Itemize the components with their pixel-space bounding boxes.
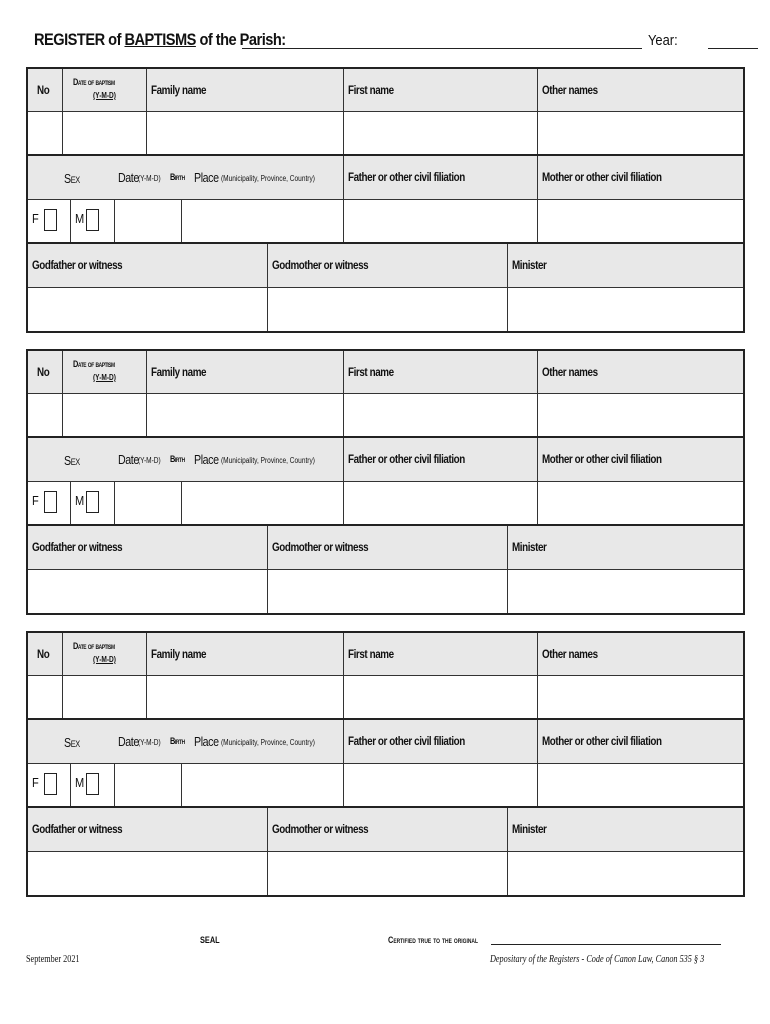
other-names-field[interactable] xyxy=(537,393,747,436)
date-format-label: (Y-M-D) xyxy=(93,655,116,664)
minister-field[interactable] xyxy=(507,287,747,331)
sex-m-cell xyxy=(70,199,114,242)
birth-input-row xyxy=(28,481,743,524)
first-name-label: First name xyxy=(348,83,394,97)
mother-field[interactable] xyxy=(537,481,747,524)
place-label: Place xyxy=(194,734,219,749)
sex-m-checkbox[interactable] xyxy=(86,209,99,231)
minister-label: Minister xyxy=(512,822,547,836)
godfather-label: Godfather or witness xyxy=(32,822,123,836)
birth-header-row xyxy=(28,720,743,763)
mother-field[interactable] xyxy=(537,199,747,242)
sponsors-input-row xyxy=(28,287,743,331)
sex-label: Sex xyxy=(64,171,80,186)
birth-input-row xyxy=(28,199,743,242)
baptism-record xyxy=(26,349,745,615)
sex-f-label: F xyxy=(32,493,39,508)
birth-date-format: (Y-M-D) xyxy=(138,174,161,183)
godfather-field[interactable] xyxy=(28,851,267,895)
sponsors-input-row xyxy=(28,851,743,895)
father-label: Father or other civil filiation xyxy=(348,170,465,184)
minister-label: Minister xyxy=(512,540,547,554)
birth-header-row xyxy=(28,156,743,199)
sex-f-label: F xyxy=(32,211,39,226)
names-input-row xyxy=(28,393,743,436)
no-label: No xyxy=(37,647,50,661)
page-title: REGISTER of BAPTISMS of the Parish: xyxy=(34,30,286,49)
baptism-date-field[interactable] xyxy=(62,393,146,436)
date-of-baptism-label: Date of baptism xyxy=(73,641,115,651)
other-names-field[interactable] xyxy=(537,675,747,718)
year-field[interactable] xyxy=(708,48,758,49)
sex-m-label: M xyxy=(75,493,85,508)
place-label: Place xyxy=(194,452,219,467)
mother-field[interactable] xyxy=(537,763,747,806)
birth-date-field[interactable] xyxy=(114,199,181,242)
sex-label: Sex xyxy=(64,735,80,750)
names-input-row xyxy=(28,675,743,718)
no-field[interactable] xyxy=(28,393,62,436)
baptism-date-field[interactable] xyxy=(62,675,146,718)
baptism-record xyxy=(26,67,745,333)
date-format-label: (Y-M-D) xyxy=(93,373,116,382)
godmother-field[interactable] xyxy=(267,287,507,331)
minister-label: Minister xyxy=(512,258,547,272)
birth-input-row xyxy=(28,763,743,806)
title-row xyxy=(34,28,734,58)
sex-label: Sex xyxy=(64,453,80,468)
first-name-label: First name xyxy=(348,647,394,661)
birth-label: Birth xyxy=(170,172,185,182)
footer-date: September 2021 xyxy=(26,954,80,965)
godmother-label: Godmother or witness xyxy=(272,822,369,836)
first-name-label: First name xyxy=(348,365,394,379)
no-label: No xyxy=(37,365,50,379)
other-names-label: Other names xyxy=(542,365,598,379)
sponsors-header-row xyxy=(28,808,743,851)
birth-header-row xyxy=(28,438,743,481)
sponsors-header-row xyxy=(28,526,743,569)
godfather-field[interactable] xyxy=(28,287,267,331)
other-names-label: Other names xyxy=(542,647,598,661)
family-name-label: Family name xyxy=(151,365,207,379)
sex-m-checkbox[interactable] xyxy=(86,773,99,795)
mother-label: Mother or other civil filiation xyxy=(542,452,662,466)
sex-m-cell xyxy=(70,763,114,806)
godmother-field[interactable] xyxy=(267,569,507,613)
sex-m-label: M xyxy=(75,211,85,226)
place-label: Place xyxy=(194,170,219,185)
sex-f-label: F xyxy=(32,775,39,790)
date-of-baptism-label: Date of baptism xyxy=(73,359,115,369)
birth-date-field[interactable] xyxy=(114,763,181,806)
year-label: Year: xyxy=(648,32,678,49)
family-name-label: Family name xyxy=(151,647,207,661)
family-name-field[interactable] xyxy=(146,111,343,154)
place-detail-label: (Municipality, Province, Country) xyxy=(221,738,315,747)
footer-depositary: Depositary of the Registers - Code of Canon Law, Canon 535 § 3 xyxy=(490,954,705,965)
names-header-row xyxy=(28,351,743,393)
mother-label: Mother or other civil filiation xyxy=(542,734,662,748)
first-name-field[interactable] xyxy=(343,111,537,154)
godfather-label: Godfather or witness xyxy=(32,258,123,272)
other-names-field[interactable] xyxy=(537,111,747,154)
birth-place-field[interactable] xyxy=(181,199,343,242)
parish-name-field[interactable] xyxy=(242,48,642,49)
godfather-field[interactable] xyxy=(28,569,267,613)
birth-place-field[interactable] xyxy=(181,763,343,806)
sex-m-cell xyxy=(70,481,114,524)
baptism-record xyxy=(26,631,745,897)
sponsors-input-row xyxy=(28,569,743,613)
date-of-baptism-label: Date of baptism xyxy=(73,77,115,87)
father-field[interactable] xyxy=(343,481,537,524)
birth-date-format: (Y-M-D) xyxy=(138,738,161,747)
place-detail-label: (Municipality, Province, Country) xyxy=(221,456,315,465)
sponsors-header-row xyxy=(28,244,743,287)
certified-label: Certified true to the original xyxy=(388,935,478,945)
minister-field[interactable] xyxy=(507,569,747,613)
birth-place-field[interactable] xyxy=(181,481,343,524)
first-name-field[interactable] xyxy=(343,393,537,436)
other-names-label: Other names xyxy=(542,83,598,97)
godfather-label: Godfather or witness xyxy=(32,540,123,554)
certified-signature-field[interactable] xyxy=(491,944,721,945)
place-detail-label: (Municipality, Province, Country) xyxy=(221,174,315,183)
seal-label: SEAL xyxy=(200,935,220,945)
date-format-label: (Y-M-D) xyxy=(93,91,116,100)
birth-date-label: Date xyxy=(118,170,139,185)
sex-f-cell xyxy=(28,199,70,242)
sex-f-cell xyxy=(28,481,70,524)
no-field[interactable] xyxy=(28,675,62,718)
birth-date-label: Date xyxy=(118,734,139,749)
family-name-field[interactable] xyxy=(146,393,343,436)
names-input-row xyxy=(28,111,743,154)
baptism-date-field[interactable] xyxy=(62,111,146,154)
birth-date-label: Date xyxy=(118,452,139,467)
father-field[interactable] xyxy=(343,199,537,242)
birth-date-format: (Y-M-D) xyxy=(138,456,161,465)
godmother-field[interactable] xyxy=(267,851,507,895)
sex-f-checkbox[interactable] xyxy=(44,491,57,513)
sex-m-label: M xyxy=(75,775,85,790)
family-name-field[interactable] xyxy=(146,675,343,718)
mother-label: Mother or other civil filiation xyxy=(542,170,662,184)
minister-field[interactable] xyxy=(507,851,747,895)
sex-f-checkbox[interactable] xyxy=(44,209,57,231)
birth-date-field[interactable] xyxy=(114,481,181,524)
father-label: Father or other civil filiation xyxy=(348,452,465,466)
father-field[interactable] xyxy=(343,763,537,806)
godmother-label: Godmother or witness xyxy=(272,258,369,272)
no-label: No xyxy=(37,83,50,97)
godmother-label: Godmother or witness xyxy=(272,540,369,554)
family-name-label: Family name xyxy=(151,83,207,97)
no-field[interactable] xyxy=(28,111,62,154)
sex-f-checkbox[interactable] xyxy=(44,773,57,795)
names-header-row xyxy=(28,633,743,675)
sex-f-cell xyxy=(28,763,70,806)
names-header-row xyxy=(28,69,743,111)
first-name-field[interactable] xyxy=(343,675,537,718)
birth-label: Birth xyxy=(170,454,185,464)
sex-m-checkbox[interactable] xyxy=(86,491,99,513)
father-label: Father or other civil filiation xyxy=(348,734,465,748)
birth-label: Birth xyxy=(170,736,185,746)
